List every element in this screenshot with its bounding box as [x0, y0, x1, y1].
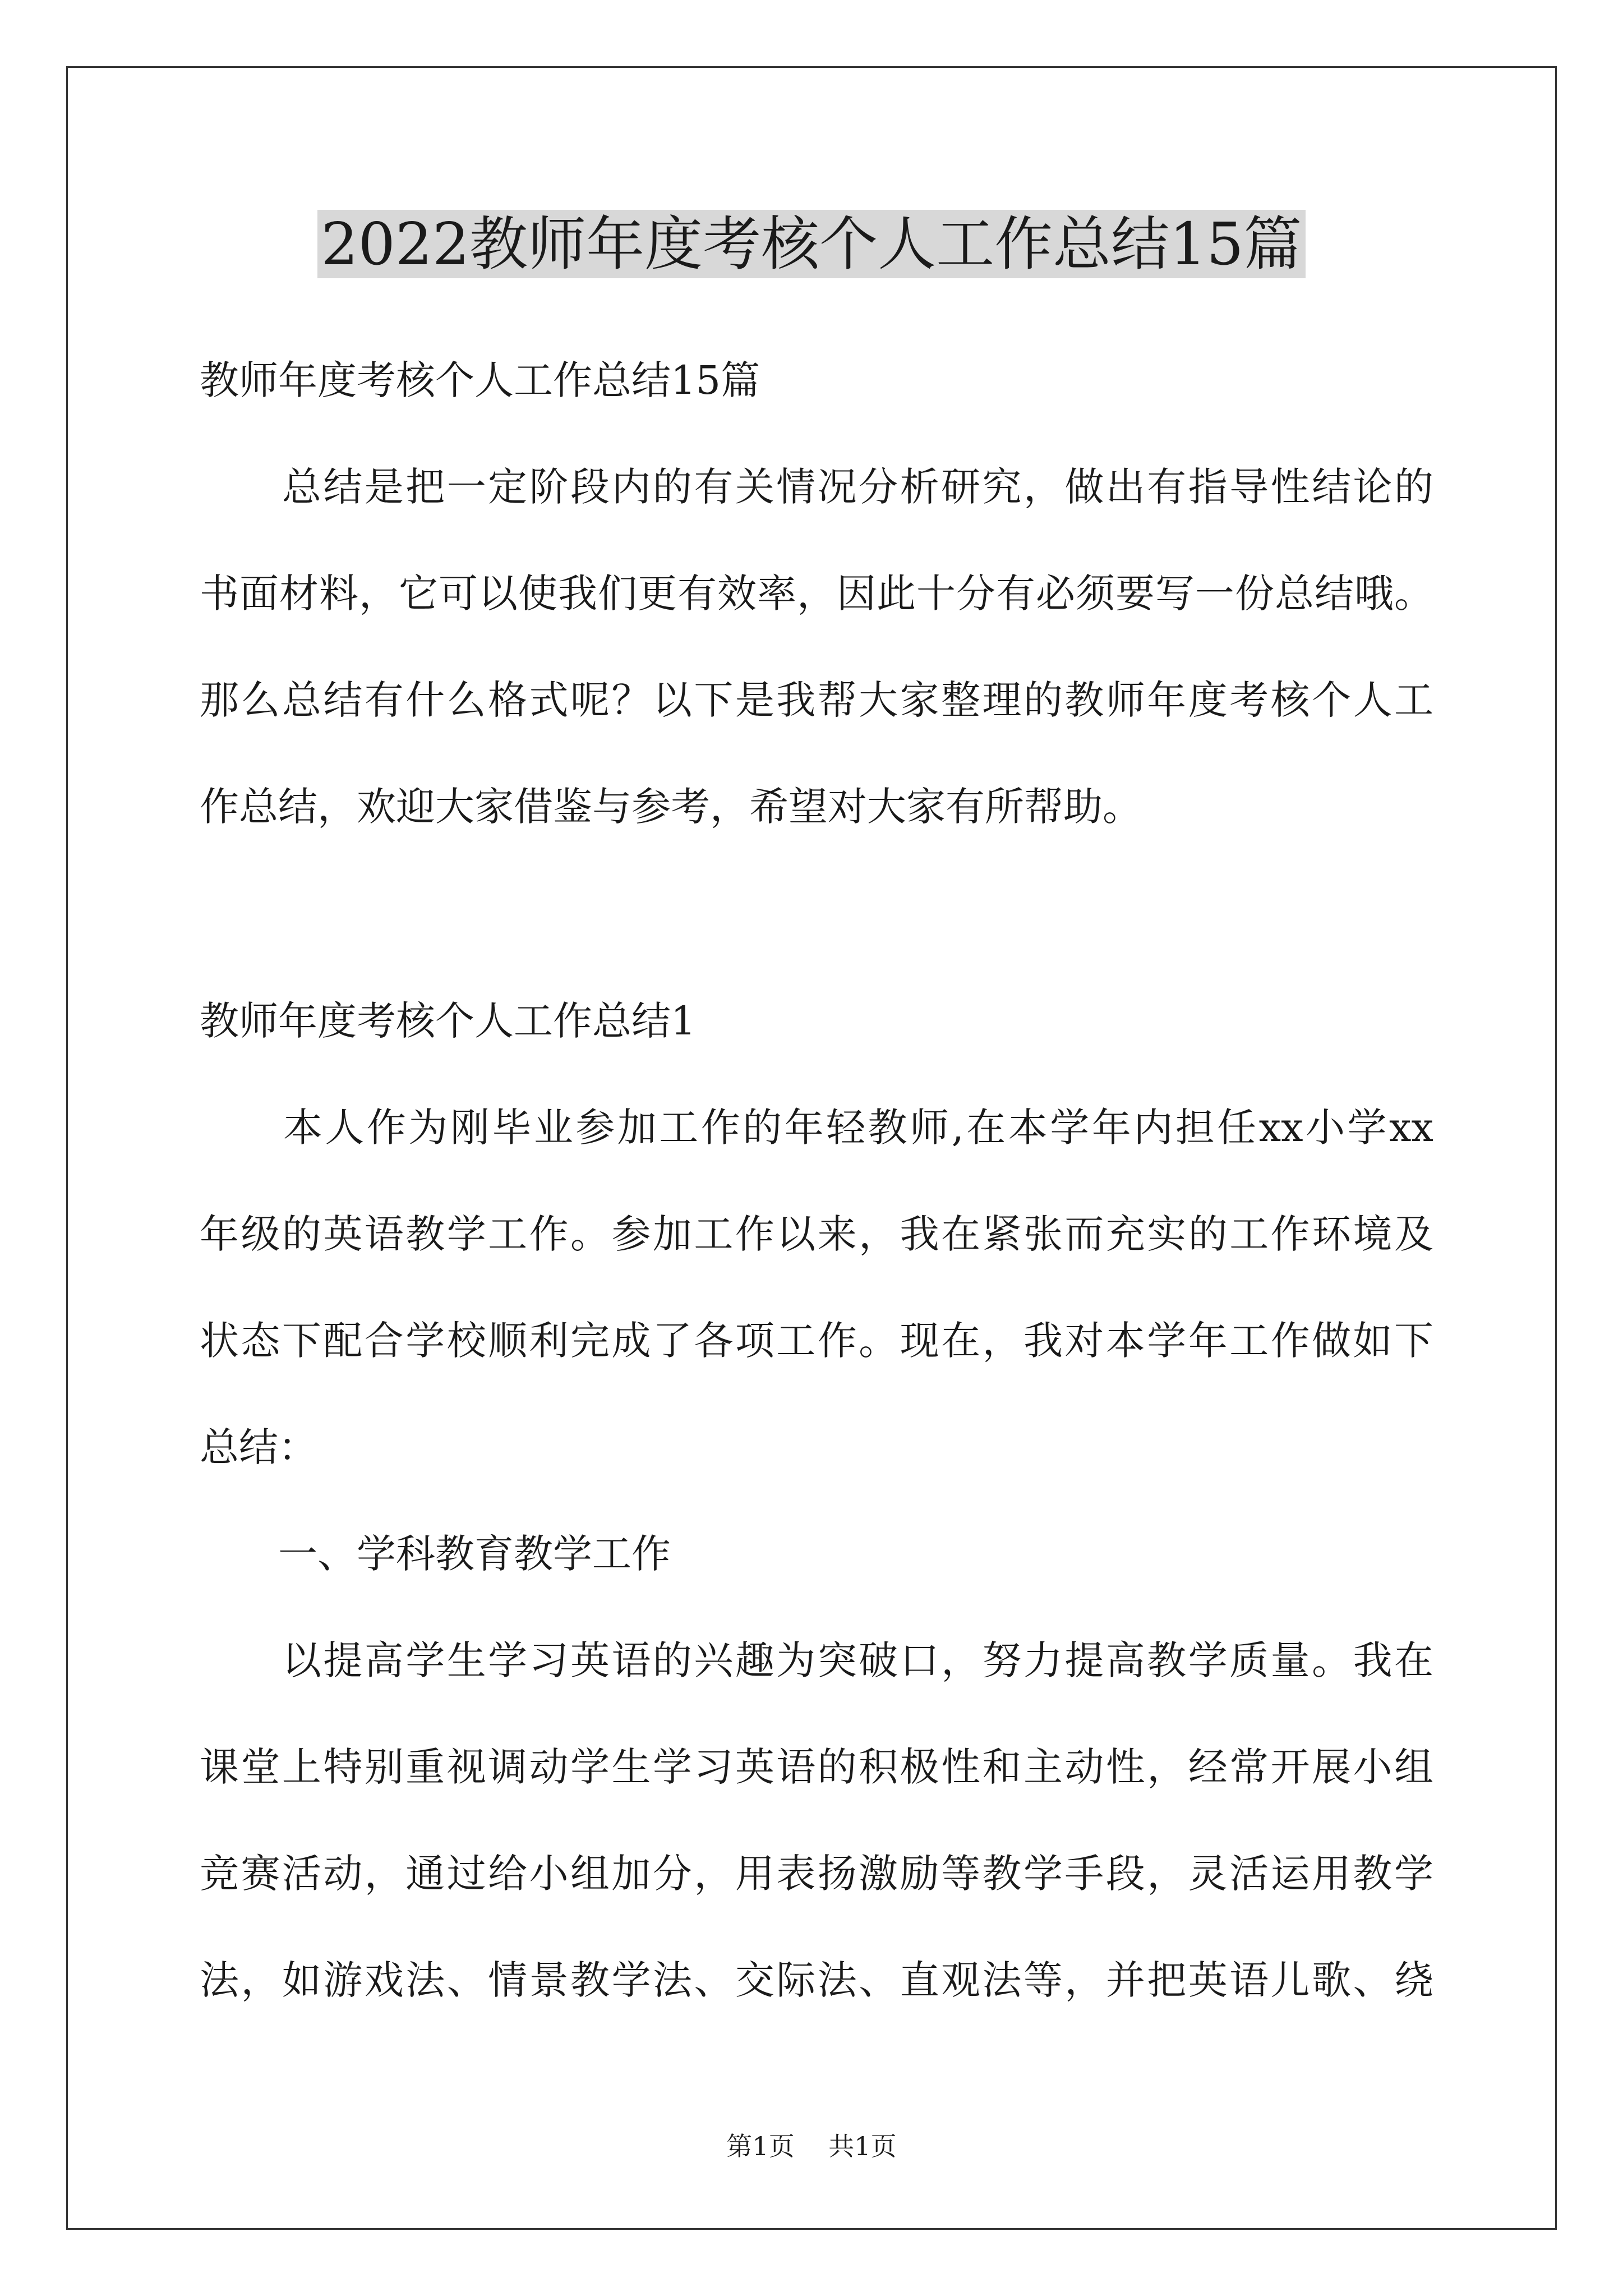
- page-footer: 第1页 共1页: [726, 2131, 897, 2161]
- section-heading: 教师年度考核个人工作总结1: [200, 998, 696, 1044]
- para1-line-4: 总结：: [200, 1424, 317, 1470]
- para2-line-2: 课堂上特别重视调动学生学习英语的积极性和主动性，经常开展小组: [200, 1744, 1433, 1790]
- para1-line-2: 年级的英语教学工作。参加工作以来，我在紧张而充实的工作环境及: [200, 1211, 1433, 1257]
- para2-line-1: 以提高学生学习英语的兴趣为突破口，努力提高教学质量。我在: [200, 1637, 1433, 1683]
- intro-line-4: 作总结，欢迎大家借鉴与参考，希望对大家有所帮助。: [200, 784, 1142, 830]
- intro-line-2: 书面材料，它可以使我们更有效率，因此十分有必须要写一份总结哦。: [200, 570, 1433, 616]
- para1-line-3: 状态下配合学校顺利完成了各项工作。现在，我对本学年工作做如下: [200, 1318, 1433, 1364]
- subheading: 一、学科教育教学工作: [200, 1531, 671, 1577]
- para2-line-3: 竞赛活动，通过给小组加分，用表扬激励等教学手段，灵活运用教学: [200, 1851, 1433, 1897]
- document-subtitle: 教师年度考核个人工作总结15篇: [200, 357, 760, 403]
- intro-line-1: 总结是把一定阶段内的有关情况分析研究，做出有指导性结论的: [200, 464, 1433, 510]
- document-title: [0, 202, 1623, 286]
- intro-line-3: 那么总结有什么格式呢？以下是我帮大家整理的教师年度考核个人工: [200, 677, 1433, 723]
- para2-line-4: 法，如游戏法、情景教学法、交际法、直观法等，并把英语儿歌、绕: [200, 1957, 1433, 2003]
- para1-line-1: 本人作为刚毕业参加工作的年轻教师,在本学年内担任xx小学xx: [200, 1105, 1433, 1151]
- document-title-text: 2022教师年度考核个人工作总结15篇: [317, 210, 1305, 278]
